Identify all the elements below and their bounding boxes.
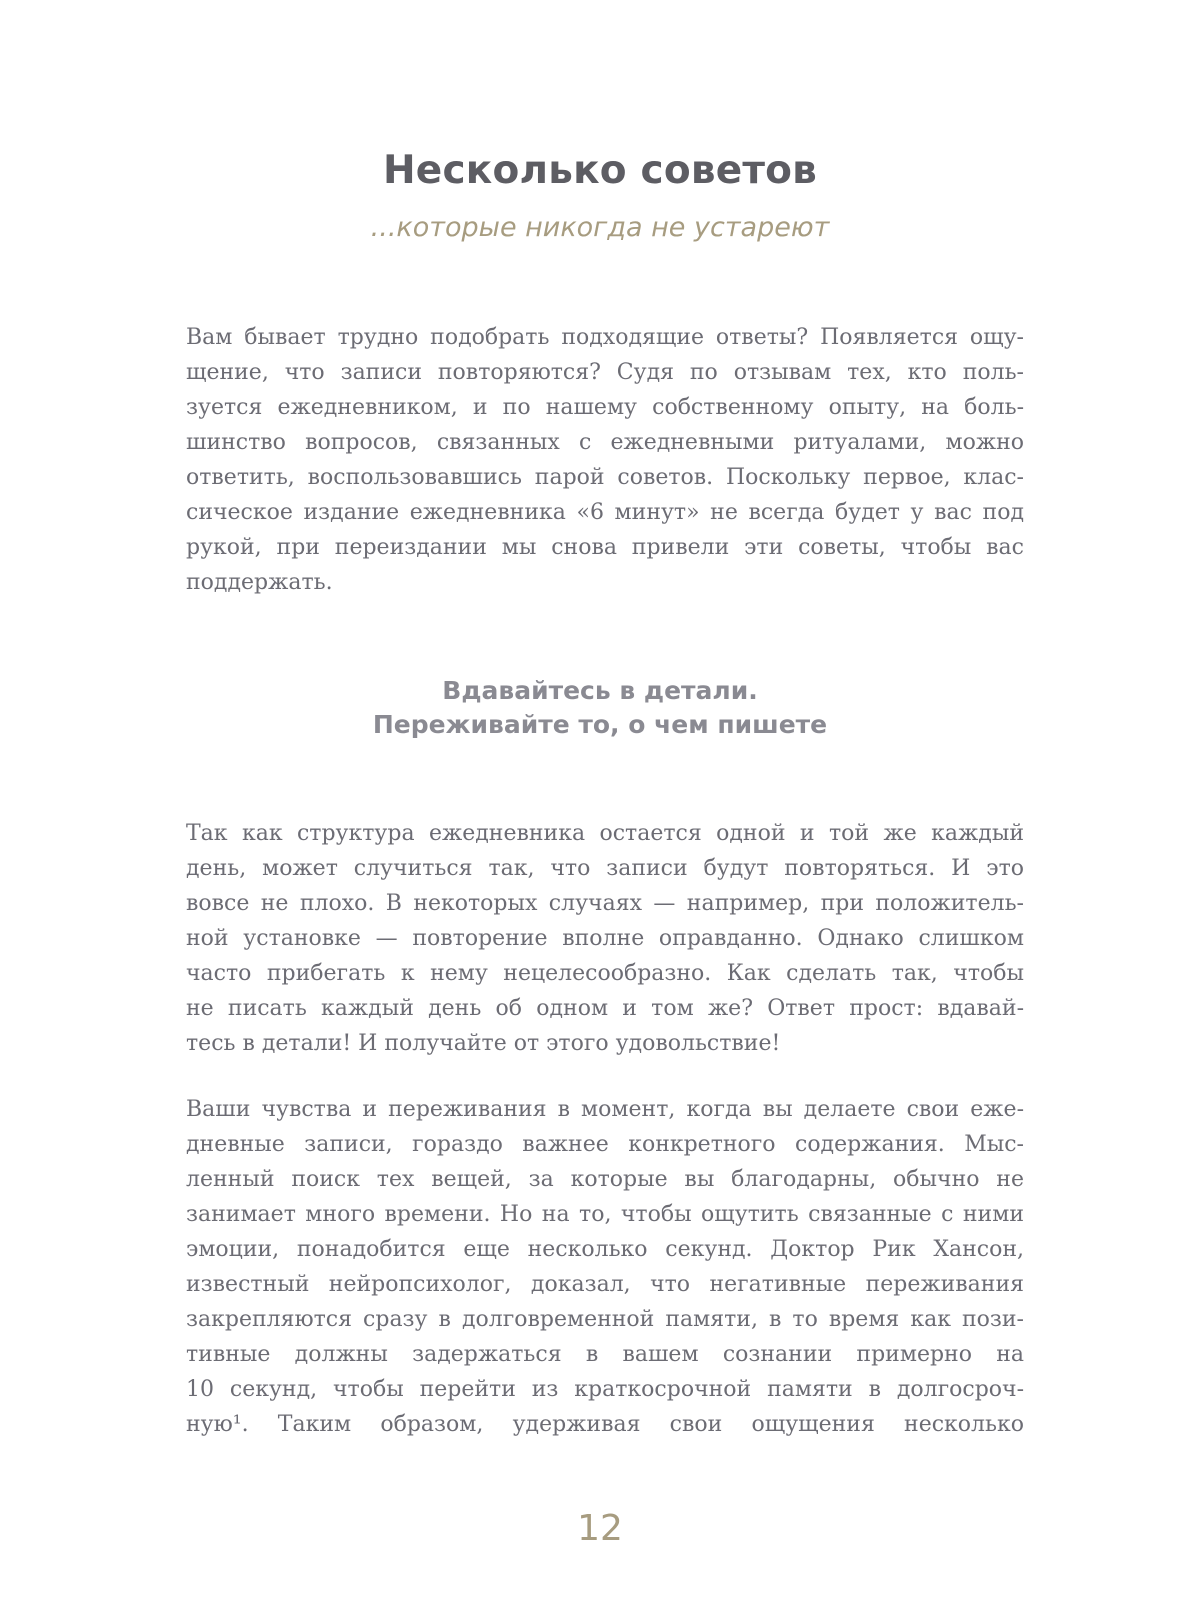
page-title: Несколько советов xyxy=(382,148,818,193)
paragraph-line: щение, что записи повторяются? Судя по отзывам тех, кто поль- xyxy=(186,360,1024,385)
paragraph-line: ответить, воспользовавшись парой советов. Поскольку первое, клас- xyxy=(186,465,1024,490)
page-subtitle: ...которые никогда не устареют xyxy=(370,212,830,243)
paragraph-line: эмоции, понадобится еще несколько секунд. Доктор Рик Хансон, xyxy=(186,1237,1024,1262)
paragraph-line: тесь в детали! И получайте от этого удовольствие! xyxy=(186,1031,781,1056)
paragraph-line: рукой, при переиздании мы снова привели эти советы, чтобы вас xyxy=(186,535,1024,560)
paragraph-line: вовсе не плохо. В некоторых случаях — например, при положитель- xyxy=(186,891,1024,916)
paragraph-line: закрепляются сразу в долговременной памяти, в то время как пози- xyxy=(186,1307,1024,1332)
paragraph-line: занимает много времени. Но на то, чтобы ощутить связанные с ними xyxy=(186,1202,1024,1227)
paragraph-line: известный нейропсихолог, доказал, что негативные переживания xyxy=(186,1272,1024,1297)
page-number: 12 xyxy=(577,1508,623,1549)
paragraph-line: Вам бывает трудно подобрать подходящие ответы? Появляется ощу- xyxy=(186,325,1024,350)
paragraph-line: Ваши чувства и переживания в момент, когда вы делаете свои еже- xyxy=(186,1097,1024,1122)
paragraph-line: сическое издание ежедневника «6 минут» не всегда будет у вас под xyxy=(186,500,1024,525)
paragraph-line: ной установке — повторение вполне оправданно. Однако слишком xyxy=(186,926,1024,951)
paragraph-line: часто прибегать к нему нецелесообразно. Как сделать так, чтобы xyxy=(186,961,1024,986)
paragraph-line: день, может случиться так, что записи будут повторяться. И это xyxy=(186,856,1024,881)
section-heading-line-2: Переживайте то, о чем пишете xyxy=(372,710,828,739)
feelings-paragraph xyxy=(186,1092,1024,1442)
paragraph-line: не писать каждый день об одном и том же? Ответ прост: вдавай- xyxy=(186,996,1024,1021)
paragraph-line: зуется ежедневником, и по нашему собственному опыту, на боль- xyxy=(186,395,1024,420)
paragraph-line: ленный поиск тех вещей, за которые вы благодарны, обычно не xyxy=(186,1167,1024,1192)
paragraph-line: шинство вопросов, связанных с ежедневными ритуалами, можно xyxy=(186,430,1024,455)
paragraph-line: дневные записи, гораздо важнее конкретного содержания. Мыс- xyxy=(186,1132,1024,1157)
details-paragraph xyxy=(186,816,1024,1061)
paragraph-line: Так как структура ежедневника остается одной и той же каждый xyxy=(186,821,1024,846)
paragraph-line: ную¹. Таким образом, удерживая свои ощущения несколько xyxy=(186,1412,1024,1437)
intro-paragraph xyxy=(186,320,1024,600)
paragraph-line: 10 секунд, чтобы перейти из краткосрочной памяти в долгосроч- xyxy=(186,1377,1024,1402)
section-heading-line-1: Вдавайтесь в детали. xyxy=(442,676,758,705)
paragraph-line: тивные должны задержаться в вашем сознании примерно на xyxy=(186,1342,1024,1367)
paragraph-line: поддержать. xyxy=(186,570,333,595)
